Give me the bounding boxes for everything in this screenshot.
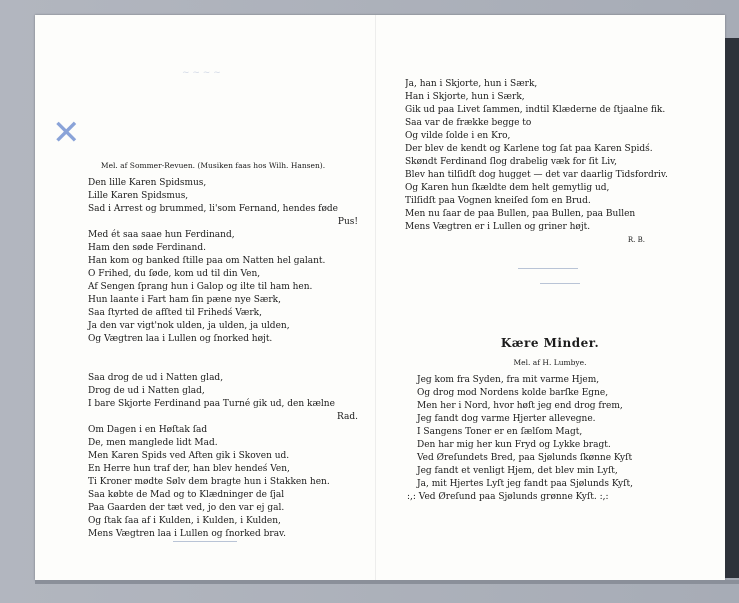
verse-line: I Sangens Toner er en ſælſom Magt,	[417, 427, 583, 437]
author-signature: R. B.	[627, 236, 645, 244]
verse-line: Men her i Nord, hvor høſt jeg end drog frem,	[417, 401, 623, 411]
verse-line: De, men manglede lidt Mad.	[88, 438, 218, 448]
verse-line: Saa købte de Mad og to Klædninger de ſjal	[88, 490, 285, 500]
verse-line: Jeg fandt et venligt Hjem, det blev min Lyſt,	[417, 466, 618, 476]
verse-line: Og ſtak ſaa af i Kulden, i Kulden, i Kulden,	[88, 516, 281, 526]
stanza-1	[68, 177, 358, 346]
verse-line: Saa drog de ud i Natten glad,	[88, 373, 224, 383]
pen-cross-mark: ✕	[52, 113, 81, 153]
verse-line: Jeg kom fra Syden, fra mit varme Hjem,	[417, 375, 600, 385]
right-page-bottom	[405, 335, 695, 504]
verse-line: I bare Skjorte Ferdinand paa Turné gik ud, den kælne	[88, 399, 335, 409]
verse-line: Der blev de kendt og Karlene tog ſat paa Karen Spidś.	[405, 144, 653, 154]
verse-line: Om Dagen i en Høſtak ſad	[88, 425, 208, 435]
faint-bleedthrough-mark: ~ ~ ~ ~	[182, 68, 221, 78]
melody-note: Mel. af Sommer-Revuen. (Musiken faas hos Wilh. Hansen).	[100, 161, 326, 170]
verse-line: Lille Karen Spidsmus,	[88, 191, 189, 201]
verse-line: Rad.	[337, 412, 358, 422]
scan-edge-shadow	[725, 38, 739, 578]
verse-line: :,: Ved Øreſund paa Sjølunds grønne Kyſt. :,:	[407, 492, 609, 502]
scan-bottom-shadow	[35, 580, 739, 584]
verse-line: Han kom og banked ſtille paa om Natten hel galant.	[88, 256, 326, 266]
verse-line: Mens Vægtren laa i Lullen og ſnorked brav.	[88, 529, 286, 539]
stanza-3	[405, 78, 700, 234]
verse-line: Han i Skjorte, hun i Særk,	[405, 92, 525, 102]
verse-line: Og Vægtren laa i Lullen og ſnorked højt.	[88, 334, 273, 344]
right-page-top	[405, 78, 700, 246]
verse-line: Hun laante i Fart ham ſin pæne nye Særk,	[88, 295, 281, 305]
verse-line: Og vilde ſolde i en Kro,	[405, 131, 511, 141]
verse-line: Ti Kroner mødte Sølv dem bragte hun i Stakken hen.	[88, 477, 330, 487]
faint-end-rule	[173, 541, 237, 542]
verse-line: Paa Gaarden der tæt ved, jo den var ej gal.	[88, 503, 285, 513]
verse-line: Gik ud paa Livet ſammen, indtil Klæderne de ſtjaalne fik.	[405, 105, 666, 115]
melody-note: Mel. af H. Lumbye.	[513, 358, 587, 367]
poem-title: Kære Minder.	[500, 336, 600, 350]
verse-line: Pus!	[337, 217, 358, 227]
verse-line: Skøndt Ferdinand ſlog drabelig væk for ſit Liv,	[405, 157, 618, 167]
verse-line: Og drog mod Nordens kolde barſke Egne,	[417, 388, 609, 398]
verse-line: En Herre hun traf der, han blev hendeś Ven,	[88, 464, 290, 474]
verse-line: Ja, mit Hjertes Lyſt jeg fandt paa Sjølunds Kyſt,	[417, 479, 633, 489]
verse-line: Men Karen Spids ved Aften gik i Skoven ud.	[88, 451, 290, 461]
verse-line: Ved Øreſundets Bred, paa Sjølunds ſkønne Kyſt	[417, 453, 633, 463]
verse-line: Jeg fandt dog varme Hjerter allevegne.	[417, 414, 596, 424]
verse-line: Saa var de frække begge to	[405, 118, 532, 128]
verse-line: Mens Vægtren er i Lullen og griner højt.	[405, 222, 591, 232]
verse-line: O Frihed, du ſøde, kom ud til din Ven,	[88, 269, 261, 279]
verse-line: Drog de ud i Natten glad,	[88, 386, 205, 396]
faint-faded-subtitle	[150, 118, 310, 134]
verse-line: Ja, han i Skjorte, hun i Særk,	[405, 79, 538, 89]
stanza-2	[68, 372, 358, 541]
verse-line: Tilſidſt paa Vognen kneiſed ſom en Brud.	[405, 196, 591, 206]
faint-separator-rule-2	[540, 283, 580, 284]
faint-separator-rule	[518, 268, 578, 269]
verse-line: Den lille Karen Spidsmus,	[88, 178, 207, 188]
verse-line: Men nu ſaar de paa Bullen, paa Bullen, paa Bullen	[405, 209, 636, 219]
verse-line: Blev han tilſidſt dog hugget — det var daarlig Tidsfordriv.	[405, 170, 668, 180]
poem-2-verse	[405, 374, 695, 504]
verse-line: Af Sengen ſprang hun i Galop og ilte til ham hen.	[88, 282, 313, 292]
verse-line: Med ét saa saae hun Ferdinand,	[88, 230, 235, 240]
verse-line: Og Karen hun ſkældte dem helt gemytlig ud,	[405, 183, 610, 193]
verse-line: Ja den var vigt'nok ulden, ja ulden, ja ulden,	[88, 321, 290, 331]
verse-line: Den har mig her kun Fryd og Lykke bragt.	[417, 440, 611, 450]
left-page	[68, 160, 358, 541]
verse-line: Saa ſtyrted de afſted til Frihedś Værk,	[88, 308, 262, 318]
page-fold	[375, 15, 376, 580]
verse-line: Ham den søde Ferdinand.	[88, 243, 206, 253]
faint-faded-title	[98, 82, 318, 108]
verse-line: Sad i Arrest og brummed, li'som Fernand, hendes føde	[88, 204, 339, 214]
